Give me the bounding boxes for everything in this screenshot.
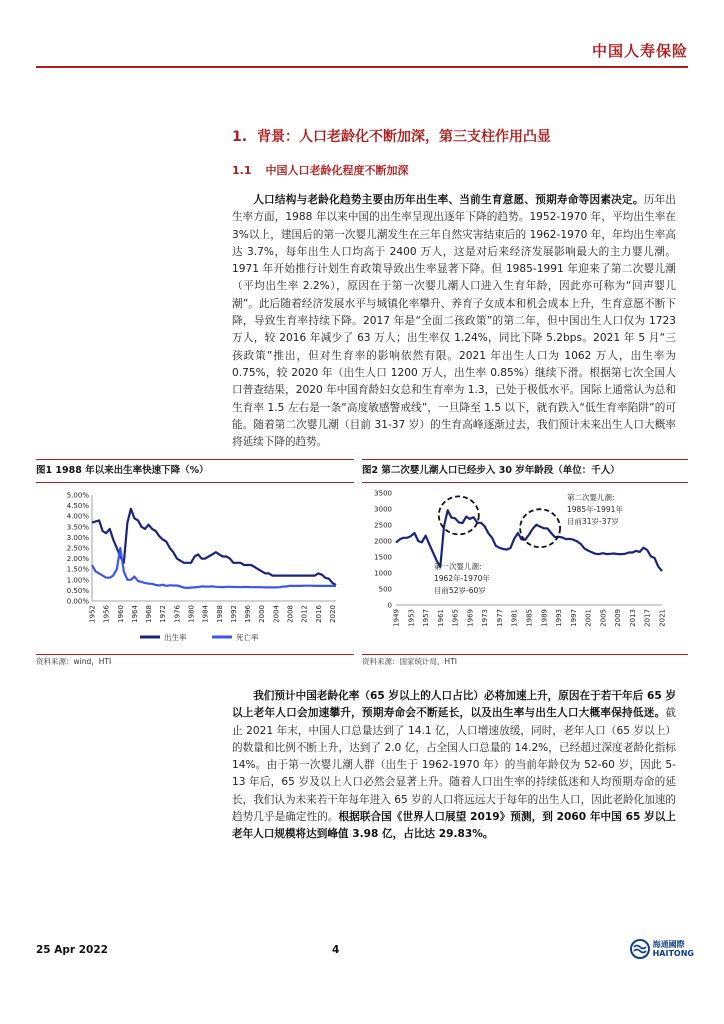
header-title: 中国人寿保险 — [591, 42, 688, 60]
first-boom-note: 1962年-1970年 — [434, 574, 490, 583]
y-tick-label: 2000 — [374, 537, 392, 546]
x-tick-label: 1980 — [187, 605, 196, 623]
y-tick-label: 3000 — [374, 505, 392, 514]
y-tick-label: 3.50% — [66, 523, 89, 532]
y-tick-label: 3500 — [374, 489, 392, 498]
paragraph-birth-rate — [232, 192, 676, 451]
second-boom-note: 1985年-1991年 — [567, 505, 623, 514]
paragraph-tail: 根据联合国《世界人口展望 2019》预测，到 2060 年中国 65 岁以上老年人口规模将达到峰值 3.98 亿，占比达 29.83%。 — [232, 811, 676, 841]
x-tick-label: 1960 — [116, 605, 125, 623]
x-tick-label: 1988 — [215, 605, 224, 623]
x-tick-label: 1972 — [159, 605, 168, 623]
x-tick-label: 1949 — [392, 609, 401, 627]
x-tick-label: 2009 — [614, 609, 623, 627]
page-number: 4 — [332, 944, 340, 956]
subsection-heading — [232, 162, 423, 178]
second-baby-boom-highlight — [520, 509, 560, 547]
y-tick-label: 5.00% — [66, 491, 89, 500]
first-boom-note: 第一次婴儿潮: — [434, 562, 482, 571]
y-tick-label: 0.00% — [66, 597, 89, 606]
paragraph-body: 截止 2021 年末，中国人口总量达到了 14.1 亿，人口增速放缓，同时，老年人口（65 岁以上）的数量和比例不断上升，达到了 2.0 亿，占全国人口总量的 14.2%，已经超过深度老龄化指标 14%。由于第一次婴儿潮人群（出生于 1962-1970 年）的当前年龄仅为 52-60 岁，因此 5-13 年后，65 岁及以上人口必然会显著上升。随着人口出生率的持续低迷和人均预期寿命的延长，我们认为未来若干年每年进入 65 岁的人口将远远大于每年的出生人口，因此老龄化加速的趋势几乎是确定性的。 — [232, 707, 676, 824]
x-tick-label: 2004 — [272, 605, 281, 623]
x-tick-label: 2013 — [628, 609, 637, 627]
y-tick-label: 2500 — [374, 521, 392, 530]
x-tick-label: 1997 — [569, 609, 578, 627]
x-tick-label: 2008 — [286, 605, 295, 623]
y-tick-label: 500 — [378, 585, 392, 594]
haitong-logo — [630, 939, 694, 959]
figure-2 — [362, 459, 688, 669]
figure-1 — [36, 459, 354, 669]
paragraph-body: 历年出生率方面，1988 年以来中国的出生率呈现出逐年下降的趋势。1952-1970 年，平均出生率在 3%以上，建国后的第一次婴儿潮发生在三年自然灾害结束后的 1962-1970 年，年均出生率高达 3.7%，每年出生人口均高于 2400 万人，这是对后来经济发展影响最大的主力婴儿潮。1971 年开始推行计划生育政策导致出生率显著下降。但 1985-1991 年迎来了第二次婴儿潮（平均出生率 2.2%），原因在于第一次婴儿潮人口进入生育年龄，因此亦可称为“回声婴儿潮”。此后随着经济发展水平与城镇化率攀升、养育子女成本和机会成本上升，生育意愿不断下降，导致生育率持续下降。2017 年是“全面二孩政策”的第二年，但中国出生人口仅为 1723 万人，较 2016 年减少了 63 万人；出生率仅 1.24%，同比下降 5.2bps。2021 年 5 月“三孩政策”推出，但对生育率的影响依然有限。2021 年出生人口为 1062 万人，出生率为 0.75%，较 2020 年（出生人口 1200 万人，出生率 0.85%）继续下滑。根据第七次全国人口普查结果，2020 年中国育龄妇女总和生育率为 1.3，已处于极低水平。国际上通常认为总和生育率 1.5 左右是一条“高度敏感警戒线”，一旦降至 1.5 以下，就有跌入“低生育率陷阱”的可能。随着第二次婴儿潮（目前 31-37 岁）的生育高峰逐渐过去，我们预计未来出生人口大概率将延续下降的趋势。 — [232, 194, 677, 449]
subsection-title: 中国人口老龄化程度不断加深 — [265, 164, 409, 177]
paragraph-lead: 人口结构与老龄化趋势主要由历年出生率、当前生育意愿、预期寿命等因素决定。 — [253, 194, 644, 206]
logo-text-en: HAITONG — [652, 949, 694, 958]
x-tick-label: 2017 — [643, 609, 652, 627]
legend-birth-label: 出生率 — [164, 633, 187, 642]
subsection-number: 1.1 — [232, 164, 252, 177]
first-boom-note: 目前52岁-60岁 — [434, 586, 486, 595]
section-number: 1. — [232, 129, 248, 145]
x-tick-label: 1968 — [145, 605, 154, 623]
x-tick-label: 1953 — [407, 609, 416, 627]
y-tick-label: 1500 — [374, 553, 392, 562]
birth-population-chart — [362, 485, 688, 649]
x-tick-label: 2005 — [599, 609, 608, 627]
y-tick-label: 3.00% — [66, 533, 89, 542]
x-tick-label: 2000 — [258, 605, 267, 623]
birth-rate-line — [92, 509, 336, 585]
y-tick-label: 1000 — [374, 569, 392, 578]
figure-2-source: 资料来源：国家统计局，HTI — [362, 654, 688, 669]
y-tick-label: 4.00% — [66, 512, 89, 521]
x-tick-label: 1989 — [540, 609, 549, 627]
footer-date: 25 Apr 2022 — [36, 944, 108, 956]
x-tick-label: 1957 — [422, 609, 431, 627]
y-tick-label: 0 — [387, 601, 392, 610]
x-tick-label: 1969 — [466, 609, 475, 627]
x-tick-label: 2020 — [328, 605, 337, 623]
figure-2-caption: 图2 第二次婴儿潮人口已经步入 30 岁年龄段（单位：千人） — [362, 459, 688, 483]
x-tick-label: 1973 — [481, 609, 490, 627]
haitong-logo-icon — [630, 939, 650, 959]
x-tick-label: 1993 — [555, 609, 564, 627]
section-title: 背景：人口老龄化不断加深，第三支柱作用凸显 — [257, 129, 552, 145]
section-heading — [232, 126, 561, 146]
x-tick-label: 1996 — [244, 605, 253, 623]
paragraph-aging — [232, 688, 676, 844]
x-tick-label: 1961 — [436, 609, 445, 627]
x-tick-label: 1964 — [130, 605, 139, 623]
x-tick-label: 1976 — [173, 605, 182, 623]
second-boom-note: 第二次婴儿潮: — [567, 493, 615, 502]
x-tick-label: 1965 — [451, 609, 460, 627]
x-tick-label: 2021 — [658, 609, 667, 627]
x-tick-label: 2012 — [300, 605, 309, 623]
y-tick-label: 2.50% — [66, 544, 89, 553]
x-tick-label: 1984 — [201, 605, 210, 623]
y-tick-label: 1.50% — [66, 565, 89, 574]
figure-1-caption: 图1 1988 年以来出生率快速下降（%） — [36, 459, 354, 483]
x-tick-label: 1952 — [88, 605, 97, 623]
x-tick-label: 1956 — [102, 605, 111, 623]
x-tick-label: 1981 — [510, 609, 519, 627]
x-tick-label: 1992 — [229, 605, 238, 623]
paragraph-lead: 我们预计中国老龄化率（65 岁以上的人口占比）必将加速上升，原因在于若干年后 65 岁以上老年人口会加速攀升，预期寿命会不断延长，以及出生率与出生人口大概率保持低迷。 — [232, 690, 676, 720]
x-tick-label: 1977 — [495, 609, 504, 627]
logo-text-cn: 海通國際 — [652, 940, 685, 949]
y-tick-label: 4.50% — [66, 502, 89, 511]
birth-death-rate-chart — [36, 485, 354, 649]
legend-death-label: 死亡率 — [236, 633, 259, 642]
second-boom-note: 目前31岁-37岁 — [567, 517, 619, 526]
figure-1-source: 资料来源：wind，HTI — [36, 654, 354, 669]
x-tick-label: 2001 — [584, 609, 593, 627]
x-tick-label: 2016 — [314, 605, 323, 623]
x-tick-label: 1985 — [525, 609, 534, 627]
y-tick-label: 2.00% — [66, 555, 89, 564]
y-tick-label: 1.00% — [66, 576, 89, 585]
header-rule — [36, 66, 688, 68]
y-tick-label: 0.50% — [66, 586, 89, 595]
